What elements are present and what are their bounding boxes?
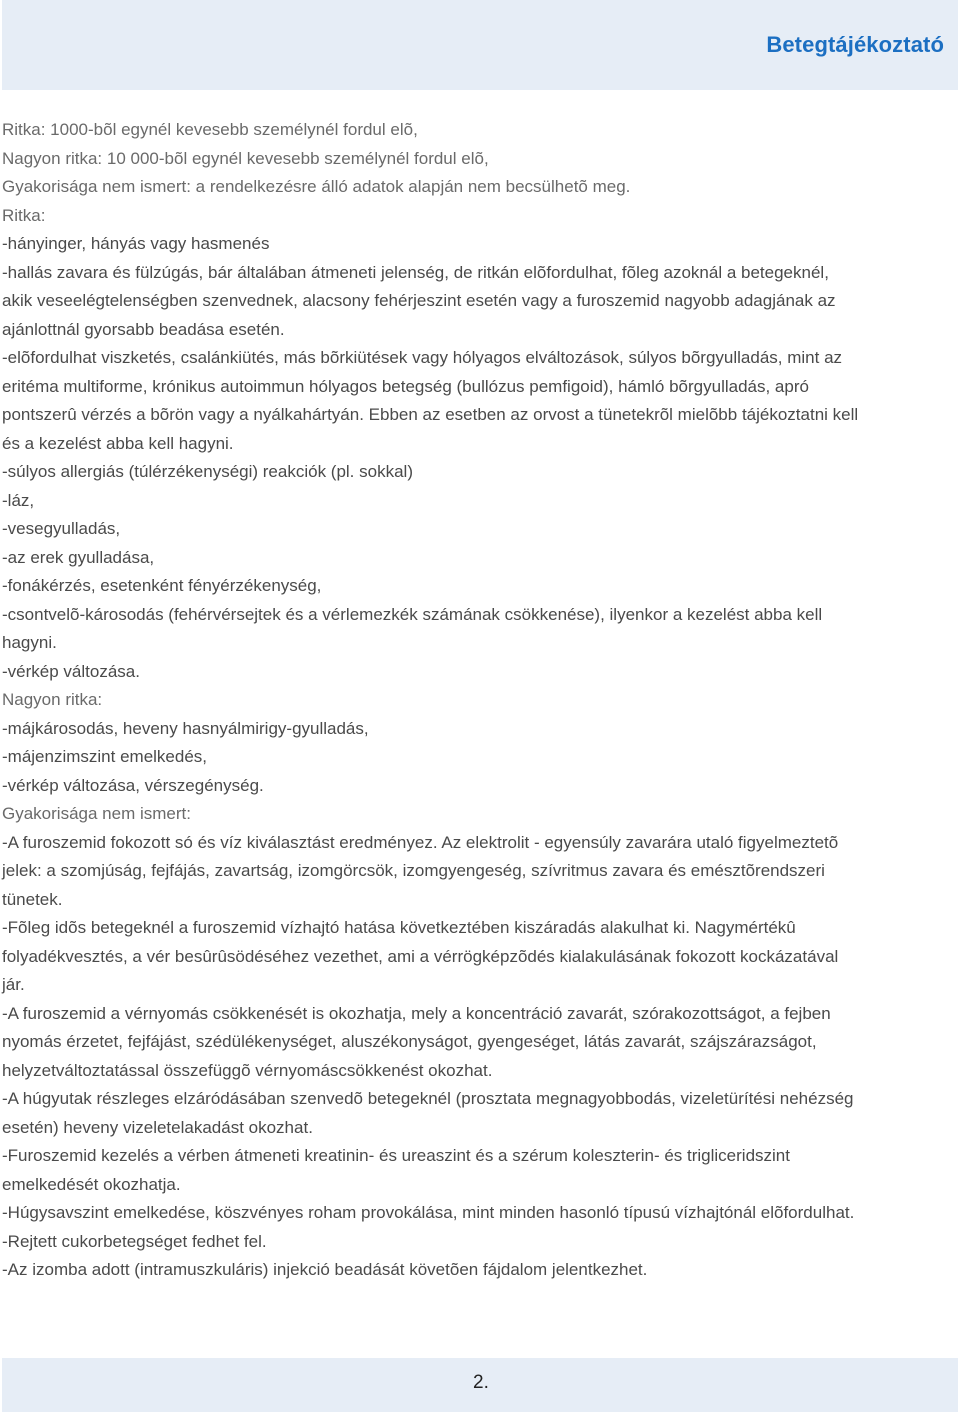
text-line: akik veseelégtelenségben szenvednek, alacsony fehérjeszint esetén vagy a furoszemid nagyobb adagjának az <box>2 291 836 310</box>
text-line: -Rejtett cukorbetegséget fedhet fel. <box>2 1231 267 1251</box>
text-line: -Furoszemid kezelés a vérben átmeneti kreatinin- és ureaszint és a szérum koleszterin- és trigliceridszint <box>2 1146 790 1165</box>
frequency-definition: Nagyon ritka: 10 000-bõl egynél kevesebb személynél fordul elõ, <box>2 148 489 168</box>
text-line: -vesegyulladás, <box>2 519 121 538</box>
text-line: ajánlottnál gyorsabb beadása esetén. <box>2 319 285 339</box>
frequency-definition: Ritka: 1000-bõl egynél kevesebb személynél fordul elõ, <box>2 120 418 139</box>
page-number: 2. <box>473 1372 489 1393</box>
text-line: pontszerû vérzés a bõrön vagy a nyálkahártyán. Ebben az esetben az orvost a tünetekrõl mielõbb tájékoztatni kell <box>2 405 859 424</box>
section-heading: Gyakorisága nem ismert: <box>2 804 191 823</box>
text-line: jelek: a szomjúság, fejfájás, zavartság, izomgörcsök, izomgyengeség, szívritmus zavara és emésztõrendszeri <box>2 861 825 880</box>
text-line: -A furoszemid fokozott só és víz kiválasztást eredményez. Az elektrolit - egyensúly zavarára utaló figyelmeztetõ <box>2 832 839 852</box>
text-line: -az erek gyulladása, <box>2 547 155 567</box>
text-line: emelkedését okozhatja. <box>2 1174 181 1194</box>
text-line: -hányinger, hányás vagy hasmenés <box>2 234 270 253</box>
text-line: -elõfordulhat viszketés, csalánkiütés, más bõrkiütések vagy hólyagos elváltozások, súlyos bõrgyulladás, mint az <box>2 348 843 367</box>
text-line: -csontvelõ-károsodás (fehérvérsejtek és a vérlemezkék számának csökkenése), ilyenkor a kezelést abba kell <box>2 604 823 624</box>
text-line: jár. <box>2 975 25 994</box>
text-line: -Az izomba adott (intramuszkuláris) injekció beadását követõen fájdalom jelentkezhet. <box>2 1260 648 1279</box>
text-line: -fonákérzés, esetenként fényérzékenység, <box>2 576 322 595</box>
text-line: -vérkép változása. <box>2 661 140 681</box>
text-line: eritéma multiforme, krónikus autoimmun hólyagos betegség (bullózus pemfigoid), hámló bõrgyulladás, apró <box>2 376 809 396</box>
text-line: -vérkép változása, vérszegénység. <box>2 775 264 795</box>
text-line: -A furoszemid a vérnyomás csökkenését is okozhatja, mely a koncentráció zavarát, szórakozottságot, a fejben <box>2 1003 831 1023</box>
text-line: és a kezelést abba kell hagyni. <box>2 433 234 453</box>
text-line: folyadékvesztés, a vér besûrûsödéséhez vezethet, ami a vérrögképzõdés kialakulásának fokozott kockázatával <box>2 946 839 966</box>
text-line: tünetek. <box>2 889 63 909</box>
text-line: -májenzimszint emelkedés, <box>2 747 208 766</box>
text-line: -A húgyutak részleges elzáródásában szenvedõ betegeknél (prosztata megnagyobbodás, vizeletürítési nehézség <box>2 1089 854 1108</box>
text-line: helyzetváltoztatással összefüggõ vérnyomáscsökkenést okozhat. <box>2 1060 493 1080</box>
text-line: nyomás érzetet, fejfájást, szédülékenységet, aluszékonyságot, gyengeséget, látás zavarát, szájszárazságot, <box>2 1032 817 1051</box>
text-line: -Fõleg idõs betegeknél a furoszemid vízhajtó hatása következtében kiszáradás alakulhat ki. Nagymértékû <box>2 918 796 937</box>
text-line: hagyni. <box>2 633 57 652</box>
document-title: Betegtájékoztató <box>766 32 944 57</box>
section-heading: Nagyon ritka: <box>2 690 103 709</box>
section-heading: Ritka: <box>2 205 46 225</box>
frequency-definition: Gyakorisága nem ismert: a rendelkezésre álló adatok alapján nem becsülhetõ meg. <box>2 177 631 196</box>
text-line: -súlyos allergiás (túlérzékenységi) reakciók (pl. sokkal) <box>2 462 413 481</box>
text-line: -Húgysavszint emelkedése, köszvényes roham provokálása, mint minden hasonló típusú vízhajtónál elõfordulhat. <box>2 1203 855 1222</box>
document-body <box>2 116 960 1285</box>
text-line: esetén) heveny vizeletelakadást okozhat. <box>2 1117 313 1137</box>
text-line: -hallás zavara és fülzúgás, bár általában átmeneti jelenség, de ritkán elõfordulhat, fõleg azoknál a betegeknél, <box>2 262 829 282</box>
text-line: -láz, <box>2 490 35 510</box>
text-line: -májkárosodás, heveny hasnyálmirigy-gyulladás, <box>2 718 369 738</box>
